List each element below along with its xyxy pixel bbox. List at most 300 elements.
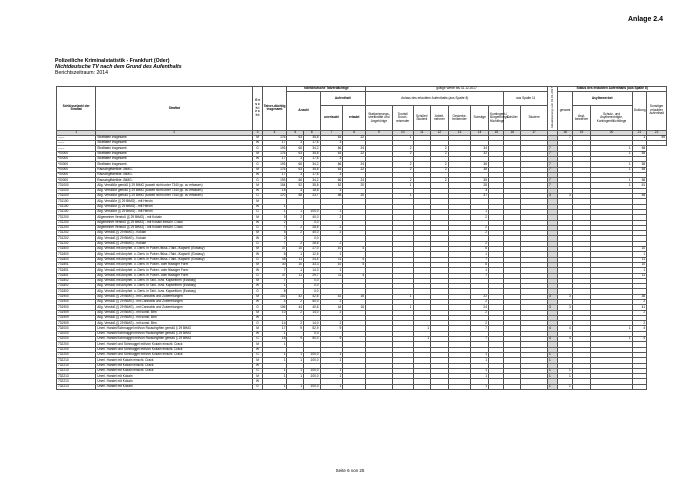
table-cell: Allg. Verstoß mit Amphet. u. Deriv. in Pulver-/flüss.-/Tabl.-/Kapself. (Ecstasy) [96,247,253,252]
table-cell: 2 [320,310,343,315]
table-cell: 9 [320,337,343,342]
table-cell: 1 [547,384,557,389]
table-cell: G [253,321,262,326]
table-cell: 11 [320,273,343,278]
table-cell: 1 [471,352,489,357]
table-cell: M [253,358,262,363]
table-cell: 66 [287,146,304,151]
table-cell: Allg. Verstoß mit Amphet. u. Deriv. in Tabl.- bzw. Kapselform (Ecstasy) [96,278,253,283]
column-number: 19 [572,130,591,135]
table-cell [413,384,431,389]
table-cell: M [253,151,262,156]
column-number: 3 [253,130,262,135]
table-cell: W [253,188,262,193]
table-cell: 8 [262,289,287,294]
table-cell: 52,9 [304,326,321,331]
table-cell: 100,0 [304,368,321,373]
table-cell: 4 [547,326,557,331]
table-cell: 24 [343,162,366,167]
table-cell: Unerl. Handel mit Kokain einschl. Crack [96,363,253,368]
table-cell: 2 [320,231,343,236]
table-cell: W [253,300,262,305]
group-ausspalte: aus Spalte 11 [504,91,547,106]
table-cell: Allg. Verstöße (§ 29 BtMG) - mit Heroin [96,199,253,204]
table-cell: 1 [471,268,489,273]
table-cell: 3 [320,156,343,161]
table-cell: 1 [320,209,343,214]
table-cell: 1 [320,358,343,363]
table-cell: 1 [320,368,343,373]
table-cell: 3 [558,305,572,310]
table-cell: Allg. Verstoß mit Amphet. u. Deriv. in Pulver- oder flüssiger Form [96,268,253,273]
table-cell: M [253,294,262,299]
column-number: 15 [488,130,504,135]
table-cell: 24 [471,305,489,310]
table-cell: *00000 [57,156,96,161]
column-number: 13 [448,130,471,135]
column-number: 2 [96,130,253,135]
table-cell: 1 [591,337,632,342]
table-cell: 24 [343,146,366,151]
group-nichtdeutsche: nichtdeutsche Tatverdächtige [287,87,366,92]
table-cell: 16 [343,305,366,310]
table-cell: 732213 [57,384,96,389]
table-cell: 9 [287,337,304,342]
column-number: 5 [287,130,304,135]
table-cell: 2 [632,310,646,315]
table-cell: 2 [431,178,449,183]
table-cell: 2 [471,321,489,326]
table-cell: Allg. Verstoß mit Amphet. u. Deriv. in Pulver- oder flüssiger Form [96,262,253,267]
table-cell: 2 [262,220,287,225]
table-cell: 42 [287,294,304,299]
table-cell: 731202 [57,241,96,246]
table-cell: 731202 [57,231,96,236]
table-cell: 1 [591,326,632,331]
column-number: 7 [320,130,343,135]
table-cell: Straftaten insgesamt [96,162,253,167]
table-cell: 1 [320,374,343,379]
table-cell: 4 [343,262,366,267]
table-cell: 1 [320,252,343,257]
table-cell: 36 [632,294,646,299]
table-cell: 63 [287,135,304,140]
table-cell: Unerl. Handel und Schmuggel mit/von Kokain einschl. Crack [96,347,253,352]
table-cell: 1 [287,368,304,373]
column-number: 11 [413,130,431,135]
table-cell: M [253,231,262,236]
table-cell: Rauschgiftdelikte -BtMG- [96,178,253,183]
table-cell: 1 [287,268,304,273]
table-cell: W [253,379,262,384]
table-cell: 23,7 [304,194,321,199]
table-cell: 2 [431,146,449,151]
table-cell: 1 [558,384,572,389]
table-cell: 50,0 [304,337,321,342]
table-cell: 1 [262,342,287,347]
table-cell: M [253,342,262,347]
table-cell [366,384,393,389]
table-cell: 52 [320,183,343,188]
table-cell: 1 [392,183,413,188]
table-cell: *00000 [57,172,96,177]
table-cell: 3 [547,194,557,199]
table-cell: 17 [262,172,287,177]
table-cell: 2 [320,225,343,230]
table-cell: 24 [343,178,366,183]
table-cell: 28 [471,183,489,188]
column-number: 9 [366,130,393,135]
table-cell: 731000 [57,188,96,193]
table-cell: 170 [262,194,287,199]
table-cell: 11 [287,273,304,278]
col-gewerbe: Gewerbe-treibender [448,106,471,130]
table-row [57,384,667,389]
table-cell: 10 [632,262,646,267]
table-cell: 9 [320,326,343,331]
table-cell: 55 [632,194,646,199]
table-cell: ------ [57,135,96,140]
table-cell: 4 [632,326,646,331]
table-cell: 1 [547,358,557,363]
table-cell: 731802 [57,284,96,289]
table-cell: 731800 [57,252,96,257]
table-cell [448,384,471,389]
column-number: 6 [304,130,321,135]
table-cell: 33,3 [304,262,321,267]
table-cell: Allg. Verstoß mit Amphet. u. Deriv. in Pulver- oder flüssiger Form [96,273,253,278]
table-cell: 7 [471,257,489,262]
table-cell: 3 [320,141,343,146]
table-cell [647,141,667,146]
table-cell: 4 [343,273,366,278]
table-cell: 3 [287,156,304,161]
table-cell: Allg. Verstöße (§ 29 BtMG) - mit Heroin [96,204,253,209]
table-cell: Allg. Verstoß (§ 29 BtMG) - mit sonst. Btm [96,315,253,320]
table-cell: 731909 [57,321,96,326]
table-cell: 3 [558,294,572,299]
col-anzahl: Anzahl [287,91,320,130]
table-cell: Straftaten insgesamt [96,141,253,146]
table-cell: 17 [262,141,287,146]
table-cell: 2 [287,215,304,220]
table-cell: 193 [262,146,287,151]
table-cell: 1 [471,368,489,373]
col-sonst2: Sonstiger erlaubter Aufenthalt [647,91,667,130]
table-cell: 1 [632,135,646,140]
table-cell: 35 [471,178,489,183]
table-cell: 1 [632,268,646,273]
table-cell: 20 [343,183,366,188]
table-cell: 2 [287,225,304,230]
table-cell: 14,3 [304,268,321,273]
table-cell [343,384,366,389]
table-cell: W [253,347,262,352]
table-cell: W [253,284,262,289]
table-cell: G [253,337,262,342]
table-cell: 1 [320,352,343,357]
col-kontingent: Kontingent-/ Bürgerkriegs-flüchtlinge [488,106,504,130]
table-cell [504,384,521,389]
table-cell: Allg. Verstoß (§ 29 BtMG) - mit Cannabis und Zubereitungen [96,294,253,299]
table-cell: 38 [471,167,489,172]
table-cell: 34 [471,146,489,151]
table-cell: 55 [647,135,667,140]
statistics-table [56,86,667,390]
table-cell: 7 [547,178,557,183]
table-cell: Unerl. Handel mit Kokain [96,374,253,379]
table-cell: Allgemeiner Verstoß (§ 29 BtMG) - mit Kokain einschl. Crack [96,225,253,230]
group-anlass: Anlass des erlaubten Aufenthalts (aus Spalte 8) [366,91,504,106]
col-schueler: Schüler/ Student [413,106,431,130]
table-cell: ------ [57,146,96,151]
table-cell: 193 [262,178,287,183]
table-cell: 7 [547,151,557,156]
table-cell: 66 [287,178,304,183]
report-subtitle: Nichtdeutsche TV nach dem Grund des Aufenthalts [55,64,182,70]
group-gueltig: gültige Werte bis 31.12.2017 [366,87,548,92]
table-cell: 52 [287,183,304,188]
table-cell: 37 [262,273,287,278]
table-cell: 16 [343,294,366,299]
table-cell: 1 [392,194,413,199]
table-cell: 2 [471,241,489,246]
table-cell: 1 [392,305,413,310]
table-cell: 731801 [57,268,96,273]
table-cell: Allg. Verstöße gemäß § 29 BtMG (soweit nicht unter 7340 pp. zu erfassen) [96,183,253,188]
table-cell: 10 [632,247,646,252]
table-cell: 42,6 [304,294,321,299]
table-cell: Allg. Verstoß (§ 29 BtMG) - mit sonst. Btm [96,321,253,326]
table-cell: 58 [320,194,343,199]
col-geschlecht: G e s c h l e c h t [253,87,262,131]
table-cell: 2 [287,321,304,326]
table-cell: 1 [287,374,304,379]
table-cell: G [253,178,262,183]
table-cell: 10 [320,247,343,252]
table-cell: 7 [547,146,557,151]
table-cell: Unerl. Handel mit Kokain [96,379,253,384]
table-cell: 732210 [57,363,96,368]
table-cell: 4 [343,257,366,262]
table-cell: 40,0 [304,231,321,236]
table-cell: 1 [591,146,632,151]
table-cell: 14 [262,321,287,326]
table-cell: 17,6 [304,172,321,177]
table-cell: 8 [262,252,287,257]
table-cell: G [253,368,262,373]
table-cell: Straftaten insgesamt [96,146,253,151]
table-cell: 17 [262,156,287,161]
table-cell: 731802 [57,278,96,283]
table-cell: 51 [632,183,646,188]
table-cell: 27,0 [304,247,321,252]
table-cell: 732000 [57,331,96,336]
table-cell: 1 [262,384,287,389]
table-cell: G [253,352,262,357]
table-cell: 3 [287,188,304,193]
table-cell: 58 [632,162,646,167]
column-number: 8 [343,130,366,135]
table-cell: 45 [262,257,287,262]
table-cell: 1 [591,178,632,183]
table-cell: 3 [320,188,343,193]
table-cell: 1 [591,162,632,167]
table-cell: 731202 [57,236,96,241]
table-cell: 732000 [57,326,96,331]
table-cell: Allg. Verstoß (§ 29 BtMG) - Kokain [96,231,253,236]
column-number: 4 [262,130,287,135]
table-cell: 731909 [57,315,96,320]
col-arbeit: Arbeit-nehmer [431,106,449,130]
table-cell: 66 [320,162,343,167]
col-schueler2: Schüler [504,106,521,130]
table-cell: 0,0 [304,236,321,241]
table-cell: 66 [287,162,304,167]
table-cell: 7 [547,183,557,188]
table-cell: Unerl. Handel/Schmuggel mit/von Rauschgiften gemäß § 29 BtMG [96,326,253,331]
table-cell: M [253,262,262,267]
table-cell: 1 [287,252,304,257]
column-number: 21 [632,130,646,135]
table-cell: 731800 [57,257,96,262]
table-cell: W [253,236,262,241]
group-aufenthalt: Aufenthalt [320,91,365,106]
table-cell: 2 [392,167,413,172]
table-cell: 35,8 [304,151,321,156]
col-schutz: Schutz- und Asylberechtigte, Kontingentflüchtlinge [591,106,632,130]
table-cell: Allg. Verstoß mit Amphet. u. Deriv. in Tabl.- bzw. Kapselform (Ecstasy) [96,289,253,294]
table-cell: G [253,289,262,294]
table-cell: 7 [262,225,287,230]
table-cell: 1 [547,368,557,373]
table-cell: 7 [471,326,489,331]
table-cell: 2 [431,151,449,156]
table-cell: 1 [591,151,632,156]
table-cell: 1 [471,384,489,389]
table-cell: Allg. Verstoß mit Amphet. u. Deriv. in Pulver-/flüss.-/Tabl.-/Kapself. (Ecstasy) [96,252,253,257]
table-cell: 11 [632,273,646,278]
table-cell [488,384,504,389]
table-cell: 40,6 [304,305,321,310]
table-cell: 2 [320,241,343,246]
table-cell: 2 [471,225,489,230]
table-cell: 3 [547,294,557,299]
table-cell: 2 [431,162,449,167]
table-cell: 14,0 [304,321,321,326]
table-cell: *00000 [57,151,96,156]
table-cell [632,384,646,389]
table-cell: 1 [413,326,431,331]
table-cell: 4 [632,337,646,342]
table-cell: 11 [287,257,304,262]
table-cell: 732000 [57,337,96,342]
table-cell: 176 [262,151,287,156]
table-cell [572,384,591,389]
table-cell: 2 [320,321,343,326]
table-cell: 1 [262,352,287,357]
table-cell: 731801 [57,273,96,278]
table-cell: 24,4 [304,257,321,262]
column-number: 1 [57,130,96,135]
table-cell: 41 [632,305,646,310]
table-cell: 4 [558,326,572,331]
table-cell: Rauschgiftdelikte -BtMG- [96,167,253,172]
table-cell: 731100 [57,199,96,204]
table-cell: 11 [320,257,343,262]
table-cell: M [253,183,262,188]
table-cell: G [253,257,262,262]
col-duldung: Duldung [632,91,646,130]
table-cell: Allg. Verstoß mit Amphet. u. Deriv. in Pulver-/flüss.-/Tabl.-/Kapself. (Ecstasy) [96,257,253,262]
table-cell: M [253,247,262,252]
table-cell: 55 [632,151,646,156]
table-cell: 20 [343,194,366,199]
table-cell: Straftaten insgesamt [96,151,253,156]
table-cell: 1 [262,284,287,289]
table-cell: 9 [287,326,304,331]
column-number: 16 [504,130,521,135]
table-cell: 100,0 [304,384,321,389]
table-cell: 100,0 [304,352,321,357]
table-cell: 731800 [57,247,96,252]
table-cell: 66 [320,146,343,151]
table-cell: 1 [287,384,304,389]
table-cell: *00000 [57,178,96,183]
table-cell: 731802 [57,289,96,294]
table-cell: *00000 [57,162,96,167]
table-cell: 2 [287,300,304,305]
table-cell: W [253,315,262,320]
table-cell: G [253,305,262,310]
table-cell: 36 [471,162,489,167]
table-cell: 1 [320,384,343,389]
table-cell: 37 [262,247,287,252]
table-cell: 2 [471,231,489,236]
table-cell: M [253,278,262,283]
table-cell: 1 [287,209,304,214]
table-cell: 1 [471,252,489,257]
column-number: 17 [521,130,548,135]
table-cell: 3 [471,188,489,193]
table-cell: 1 [547,352,557,357]
table-cell: G [253,209,262,214]
group-asyl: Asylbewerbet [572,91,632,106]
table-cell: 63 [287,167,304,172]
table-cell: 18 [262,337,287,342]
group-status: Status des erlaubten Aufenthalts (aus Spalte 8) [558,87,667,92]
table-cell: 7 [262,268,287,273]
table-cell: 0,0 [304,331,321,336]
table-cell: 732210 [57,358,96,363]
table-cell: 35,8 [304,135,321,140]
table-cell: 5 [262,215,287,220]
table-cell: 1 [471,374,489,379]
table-cell: 44 [287,305,304,310]
table-cell: 37 [471,194,489,199]
table-cell: 1 [287,352,304,357]
col-tourist: Tourist/ Durch-reisender [392,106,413,130]
table-cell: 1 [392,294,413,299]
table-cell: 1 [262,358,287,363]
table-cell: 55 [632,167,646,172]
table-cell: 42 [320,294,343,299]
table-cell: 35,8 [304,167,321,172]
table-cell: 34,2 [304,162,321,167]
table-cell: 100,0 [304,374,321,379]
table-cell: 731900 [57,305,96,310]
table-cell: Unerl. Handel und Schmuggel mit/von Kokain einschl. Crack [96,342,253,347]
